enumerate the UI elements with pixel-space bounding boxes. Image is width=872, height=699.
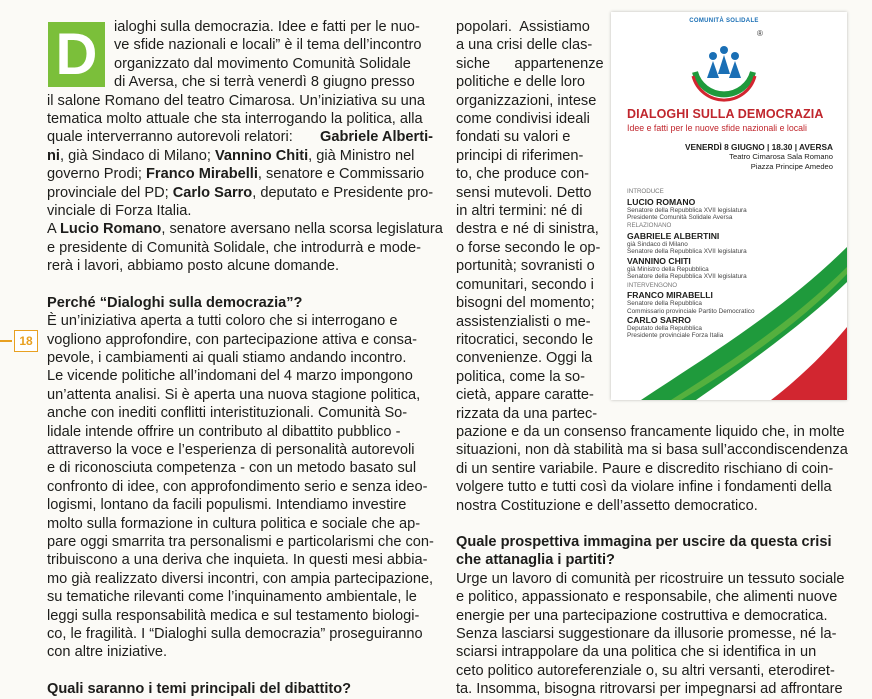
answer-line: È un’iniziativa aperta a tutti coloro che si interrogano e [47,313,398,330]
answer-line: energie per una partecipazione costruttiva e democratica. [456,607,828,624]
paragraph-line: siche appartenenze [456,55,604,72]
answer-line: Urge un lavoro di comunità per ricostruire un tessuto sociale [456,570,845,587]
drop-cap: D [48,22,105,87]
paragraph-line: politica, come la so- [456,368,585,385]
speaker-description: Senatore della Repubblica XVII legislatura [627,248,747,256]
paragraph-line: in altri termini: né di [456,203,583,220]
speaker-role: INTERVENGONO [627,281,678,289]
answer-line: logismi, lontano da facili populismi. Intendiamo investire [47,497,407,514]
answer-line: molto sulla formazione in cultura politica e sociale che ap- [47,515,421,532]
speaker-role: RELAZIONANO [627,222,672,230]
answer-line: tribuiscono a una deriva che inquieta. In questi mesi abbia- [47,552,428,569]
speaker-description: Senatore della Repubblica XVII legislatura [627,273,747,281]
answer-line: anche con inediti conflitti interistituzionali. Comunità So- [47,405,408,422]
speaker-name: GABRIELE ALBERTINI [627,231,720,241]
poster-square: Piazza Principe Amedeo [750,162,833,171]
paragraph-line: situazioni, non dà stabilità ma si basa sull’accondiscendenza [456,442,848,459]
answer-line: mo già realizzato diversi incontri, con ampia partecipazione, [47,570,434,587]
paragraph-line: rizzata da una partec- [456,405,598,422]
speaker-name: VANNINO CHITI [627,255,691,266]
intro-line: governo Prodi; Franco Mirabelli, senatore e Commissario [47,166,425,183]
answer-line: e di riconosciuta competenza - con un metodo basato sul [47,460,417,477]
paragraph-line: fondati su valori e [456,129,571,146]
intro-line: ni, già Sindaco di Milano; Vannino Chiti, già Ministro nel [47,147,415,164]
article-column-left [47,18,443,698]
paragraph-line: principi di riferimen- [456,147,584,164]
paragraph-line: pazione e da un consenso francamente liquido che, in molte [456,423,845,440]
speaker-name: LUCIO ROMANO [627,196,696,207]
answer-paragraph [456,570,848,607]
answer-line: lidale intende offrire un contributo al dibattito pubblico - [47,423,401,440]
paragraph-line: a una crisi delle clas- [456,37,593,54]
intro-line: ve sfide nazionali e locali” è il tema dell’incontro [114,37,422,54]
poster-date-venue [685,142,833,172]
intro-line: rerà i lavori, abbiamo posto alcune domande. [47,258,340,275]
paragraph-line: sensi mutevoli. Detto [456,184,592,201]
poster-venue: Teatro Cimarosa Sala Romano [729,152,833,161]
paragraph-line: to, che produce con- [456,166,590,183]
paragraph-line: volgere tutto e tutti così da violare infine i fondamenti della [456,479,832,496]
page-number: 18 [14,330,38,352]
registered-mark: ® [757,29,763,38]
answer-line: con altre iniziative. [47,644,168,661]
speaker-description: Deputato della Repubblica [627,325,702,333]
paragraph-line: portunità; sovranisti o [456,258,595,275]
intro-line: A Lucio Romano, senatore aversano nella scorsa legislatura [47,221,443,238]
intro-line: provinciale del PD; Carlo Sarro, deputato e Presidente pro- [47,184,434,201]
event-poster [611,12,847,400]
paragraph-line: nostra Costituzione e dell’assetto democratico. [456,497,758,514]
intro-line: vinciale di Forza Italia. [47,203,192,220]
page-number-dash [0,340,12,342]
speaker-description: già Sindaco di Milano [627,241,688,248]
speaker-name: CARLO SARRO [627,315,691,326]
intro-line: organizzato dal movimento Comunità Solidale [114,55,411,72]
answer-paragraph [47,312,433,643]
intro-line: e presidente di Comunità Solidale, che introdurrà e mode- [47,239,421,256]
answer-line: co, le fragilità. I “Dialoghi sulla democrazia” proseguiranno [47,626,423,642]
paragraph-line: cietà, appare caratte- [456,387,594,404]
poster-date: VENERDÌ 8 GIUGNO | 18.30 | AVERSA [684,142,833,152]
speaker-description: già Ministro della Repubblica [627,265,709,273]
poster-speakers [627,187,837,340]
answer-line: pare oggi smarrita tra personalismi e particolarismi che con- [47,533,434,550]
answer-line: leggi sulla responsabilità medica e sul testamento biologi- [47,607,420,624]
paragraph-line: comunitari, secondo i [456,276,594,293]
paragraph-line: politiche e delle loro [456,74,585,91]
page-number-marker [0,330,40,352]
answer-line: attraverso la voce e l’esperienza di personalità autorevoli [47,441,415,458]
speaker-name: FRANCO MIRABELLI [627,290,713,301]
answer-line: ceto politico autoreferenziale o, su altri versanti, eterodiret- [456,662,835,679]
paragraph-line: popolari. Assistiamo [456,19,590,35]
question-heading: Perché “Dialoghi sulla democrazia”? [47,294,303,311]
paragraph-line: di un sentire variabile. Paure e discredito rischiano di coin- [456,460,834,477]
speaker-description: Presidente Comunità Solidale Aversa [627,214,733,221]
answer-line: su tematiche rilevanti come l’inquinamento ambientale, le [47,589,417,606]
answer-line: pevole, i cambiamenti ai quali stiamo andando incontro. [47,349,407,366]
paragraph-line: bisogni del momento; [456,295,595,312]
intro-line: ialoghi sulla democrazia. Idee e fatti per le nuo- [114,19,420,35]
paragraph-line: organizzazioni, intese [456,92,597,109]
intro-line: di Aversa, che si terrà venerdì 8 giugno presso [114,74,415,91]
question-heading: che attanaglia i partiti? [456,552,615,569]
paragraph-line: come condivisi ideali [456,111,590,128]
speaker-description: Senatore della Repubblica XVII legislatura [627,206,747,214]
intro-line: quale interverranno autorevoli relatori: Gabriele Alberti- [47,129,433,146]
paragraph-line: assistenzialisti o me- [456,313,591,330]
answer-paragraph [456,625,848,699]
answer-line: e politico, appassionato e responsabile, che alimenti nuove [456,589,838,606]
speaker-description: Senatore della Repubblica [627,300,702,308]
speaker-role: INTRODUCE [627,188,664,195]
paragraph-line: convenienze. Oggi la [456,350,593,367]
wrapped-paragraph [456,18,604,423]
paragraph-line: destra e né di sinistra, [456,221,599,238]
paragraph-continuation [456,423,848,497]
answer-line: un’attenta analisi. Si è aperta una nuova stagione politica, [47,386,421,403]
answer-line: ta. Insomma, bisogna ritrovarsi per impegnarsi ad affrontare [456,681,843,698]
comunita-solidale-logo [683,24,765,106]
question-heading: Quali saranno i temi principali del dibattito? [47,680,352,697]
paragraph-line: ritocratici, secondo le [456,331,594,348]
answer-line: Le vicende politiche all’indomani del 4 marzo impongono [47,368,413,385]
speaker-description: Presidente provinciale Forza Italia [627,332,724,340]
poster-subtitle: Idee e fatti per le nuove sfide nazionali e locali [627,123,807,133]
intro-line: tematica molto attuale che sta interrogando la politica, alla [47,111,423,128]
speaker-description: Commissario provinciale Partito Democratico [627,307,755,315]
answer-line: sciarsi intrappolare da una politica che si identifica in un [456,644,817,661]
answer-line: vogliono approfondire, con partecipazione attiva e consa- [47,331,417,348]
logo-text: COMUNITÀ SOLIDALE [689,18,759,24]
poster-title: DIALOGHI SULLA DEMOCRAZIA [627,107,824,121]
paragraph-line: o forse secondo le op- [456,239,601,256]
answer-line: confronto di idee, con approfondimento serio e senza ideo- [47,478,428,495]
intro-paragraph [47,18,433,128]
answer-line: Senza lasciarsi suggestionare da illusorie promesse, né la- [456,626,837,642]
question-heading: Quale prospettiva immagina per uscire da questa crisi [456,533,832,550]
intro-line: il salone Romano del teatro Cimarosa. Un’iniziativa su una [47,92,426,109]
